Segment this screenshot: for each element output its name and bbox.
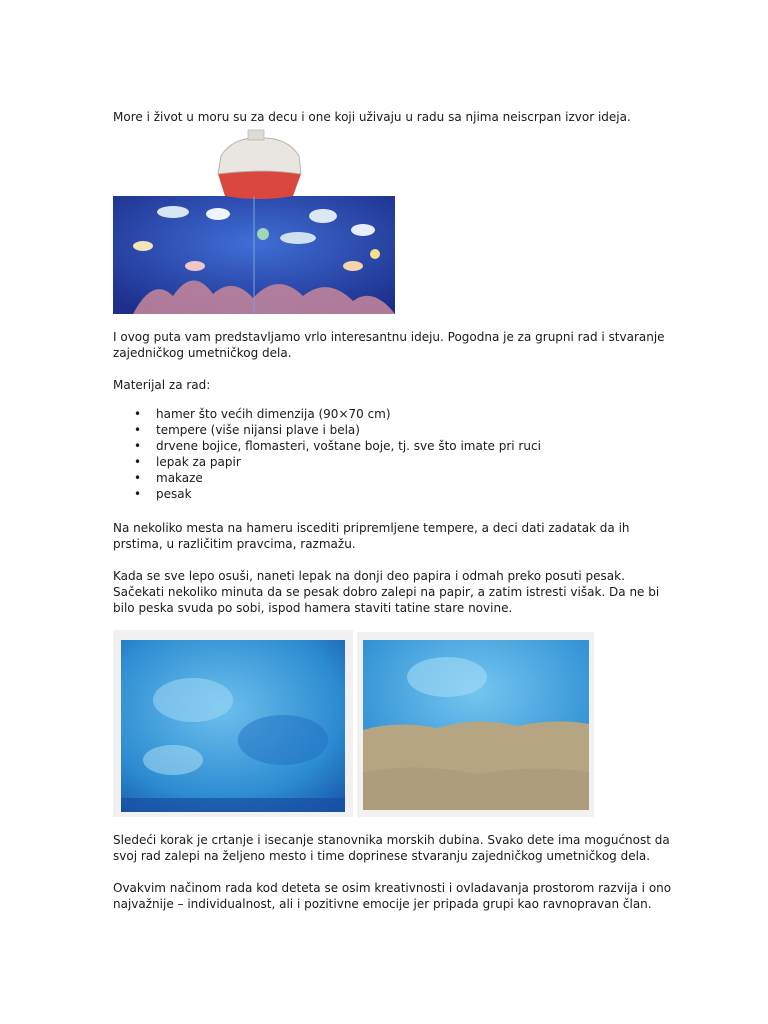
idea-paragraph: I ovog puta vam predstavljamo vrlo interesantnu ideju. Pogodna je za grupni rad i stvaranje zajedničkog umetničkog dela. (113, 330, 665, 360)
list-item: • hamer što većih dimenzija (90×70 cm) (156, 406, 541, 422)
material-heading: Materijal za rad: (113, 378, 211, 392)
list-item: • lepak za papir (156, 454, 541, 470)
list-item: • makaze (156, 470, 541, 486)
intro-paragraph: More i život u moru su za decu i one koji uživaju u radu sa njima neiscrpan izvor ideja. (113, 110, 631, 124)
conclusion-paragraph: Ovakvim načinom rada kod deteta se osim kreativnosti i ovladavanja prostorom razvija i ono najvažnije – individualnost, ali i pozitivne emocije jer pripada grupi kao ravnopravan član. (113, 881, 672, 911)
sea-artwork-image (113, 126, 395, 314)
step2-paragraph: Kada se sve lepo osuši, naneti lepak na donji deo papira i odmah preko posuti pesak. Sačekati nekoliko minuta da se pesak dobro zalepi na papir, a zatim istresti višak. Da ne bi bilo peska svuda po sobi, ispod hamera staviti tatine stare novine. (113, 569, 660, 615)
list-item: • drvene bojice, flomasteri, voštane boje, tj. sve što imate pri ruci (156, 438, 541, 454)
painted-paper-image (113, 630, 353, 817)
step1-paragraph: Na nekoliko mesta na hameru iscediti pripremljene tempere, a deci dati zadatak da ih prstima, u različitim pravcima, razmažu. (113, 521, 630, 551)
list-item: • pesak (156, 486, 541, 502)
materials-list (113, 406, 541, 502)
list-item: • tempere (više nijansi plave i bela) (156, 422, 541, 438)
step3-paragraph: Sledeći korak je crtanje i isecanje stanovnika morskih dubina. Svako dete ima mogućnost da svoj rad zalepi na željeno mesto i time doprinese stvaranju zajedničkog umetničkog dela. (113, 833, 670, 863)
sand-on-paper-image (357, 632, 594, 817)
